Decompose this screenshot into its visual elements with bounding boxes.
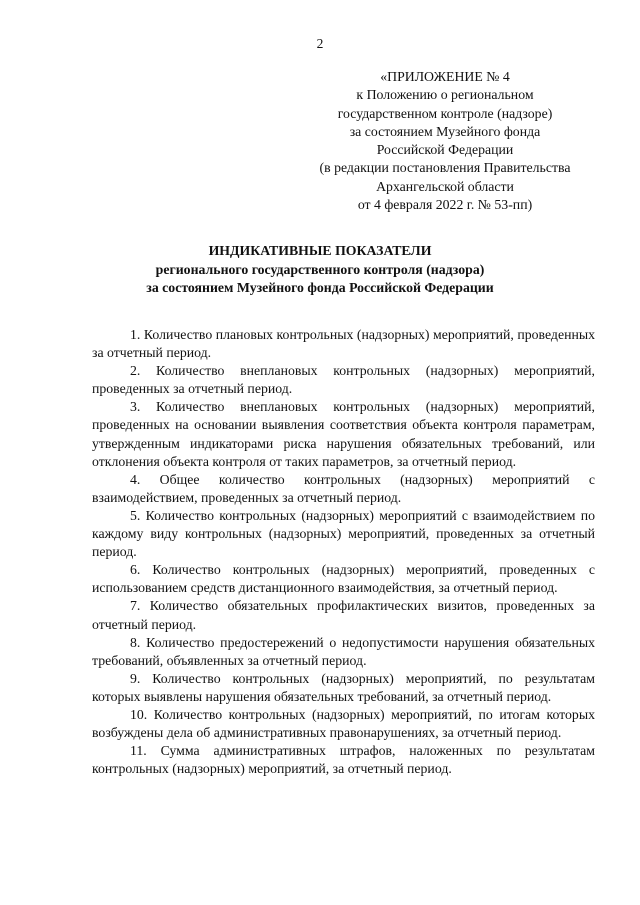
indicator-item: 7. Количество обязательных профилактических визитов, проведенных за отчетный период. [92,598,595,632]
appendix-line: за состоянием Музейного фонда [349,123,541,139]
appendix-line: Архангельской области [376,178,514,194]
indicator-item: 4. Общее количество контрольных (надзорных) мероприятий с взаимодействием, проведенных за отчетный период. [92,471,595,505]
appendix-line: (в редакции постановления Правительства [319,160,571,176]
indicator-item: 6. Количество контрольных (надзорных) мероприятий, проведенных с использованием средств дистанционного взаимодействия, за отчетный период. [92,562,595,596]
indicator-item: 11. Сумма административных штрафов, наложенных по результатам контрольных (надзорных) мероприятий, за отчетный период. [92,743,595,777]
indicator-item: 2. Количество внеплановых контрольных (надзорных) мероприятий, проведенных за отчетный период. [92,363,595,397]
document-title [0,242,640,298]
indicator-item: 1. Количество плановых контрольных (надзорных) мероприятий, проведенных за отчетный период. [92,327,595,361]
indicator-item: 9. Количество контрольных (надзорных) мероприятий, по результатам которых выявлены нарушения обязательных требований, за отчетный период. [92,670,595,704]
title-line-3: за состоянием Музейного фонда Российской Федерации [146,280,494,295]
appendix-header [300,68,590,214]
page-number: 2 [316,36,324,51]
indicator-item: 8. Количество предостережений о недопустимости нарушения обязательных требований, объявленных за отчетный период. [92,634,595,668]
appendix-line: от 4 февраля 2022 г. № 53-пп) [357,197,533,213]
appendix-line: Российской Федерации [376,142,514,158]
indicator-item: 5. Количество контрольных (надзорных) мероприятий с взаимодействием по каждому виду контрольных (надзорных) мероприятий, проведенных за отчетный период. [92,507,595,560]
appendix-line: государственном контроле (надзоре) [337,105,553,121]
indicator-item: 3. Количество внеплановых контрольных (надзорных) мероприятий, проведенных на основании выявления соответствия объекта контроля параметрам, утвержденным индикаторами риска нарушения обязательных требований, или отклонения объекта контроля от таких параметров, за отчетный период. [92,399,595,469]
title-line-2: регионального государственного контроля (надзора) [155,261,485,277]
indicator-list [92,326,595,778]
appendix-line: «ПРИЛОЖЕНИЕ № 4 [380,69,510,84]
appendix-line: к Положению о региональном [356,87,534,103]
title-line-1: ИНДИКАТИВНЫЕ ПОКАЗАТЕЛИ [208,243,432,258]
indicator-item: 10. Количество контрольных (надзорных) мероприятий, по итогам которых возбуждены дела об административных правонарушениях, за отчетный период. [92,706,595,741]
